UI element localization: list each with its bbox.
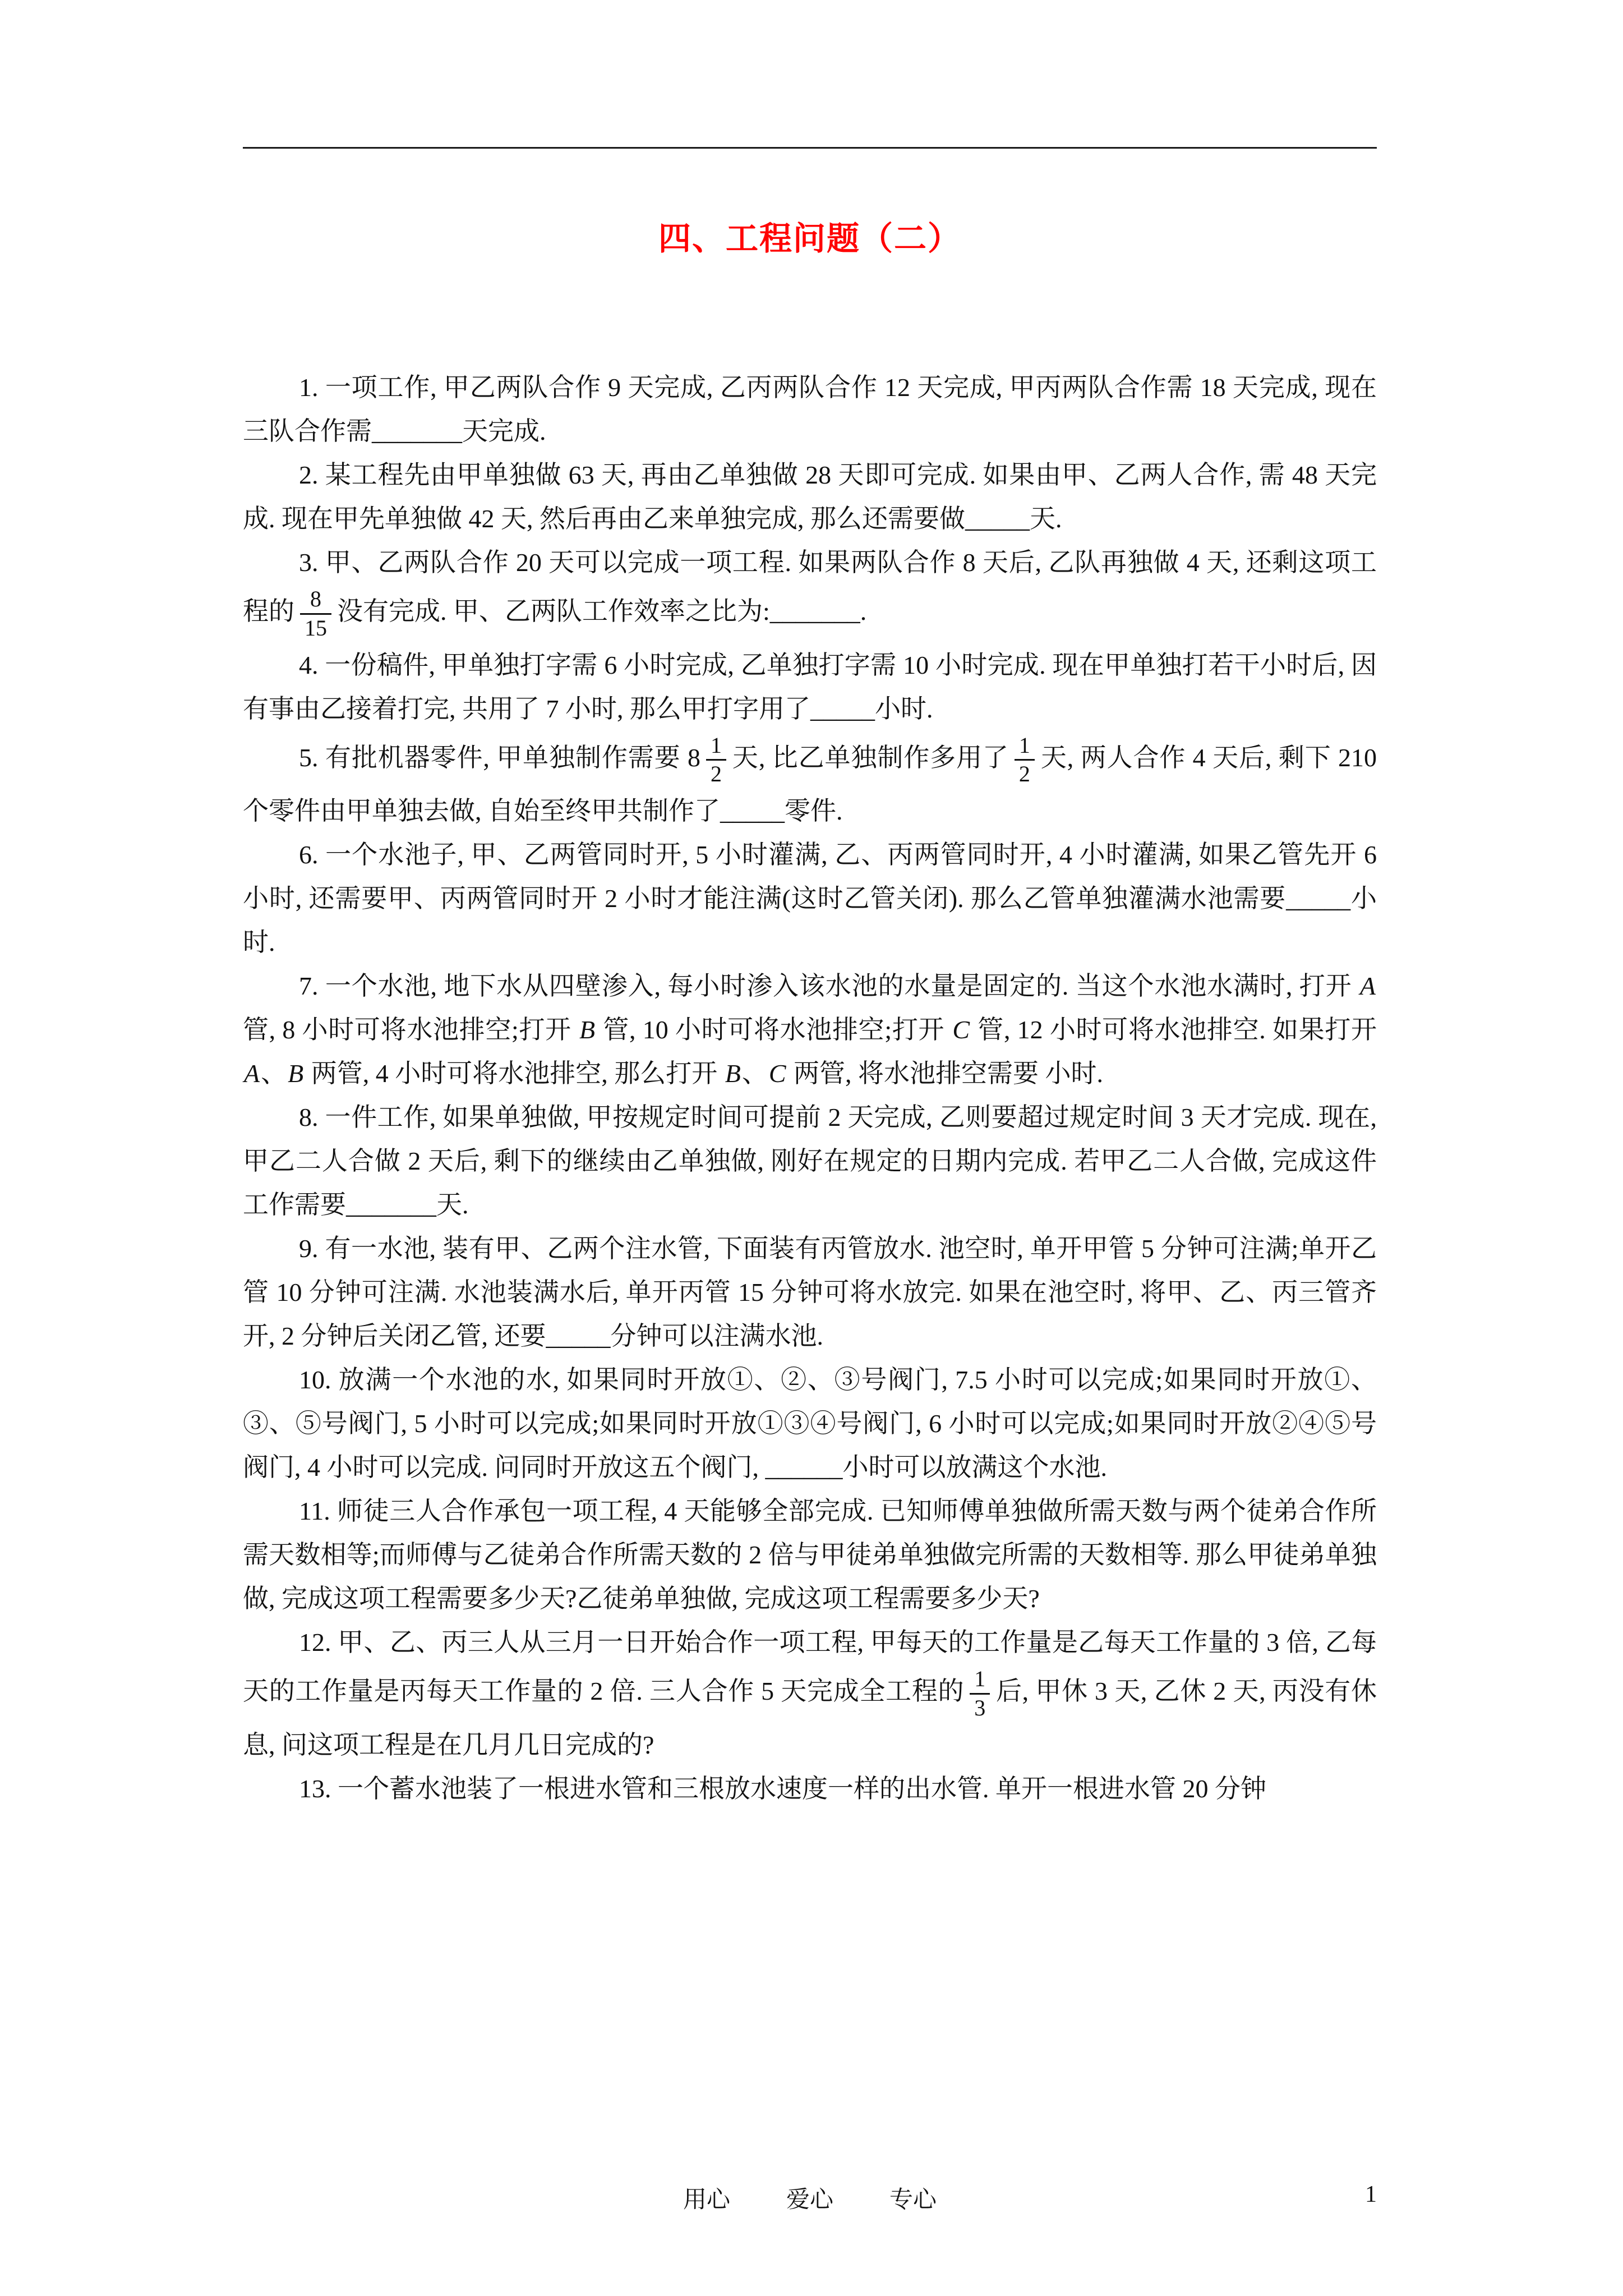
- fraction: [970, 1667, 990, 1721]
- problem-paragraph: 1. 一项工作, 甲乙两队合作 9 天完成, 乙丙两队合作 12 天完成, 甲丙两队合作需 18 天完成, 现在三队合作需_______天完成.: [243, 373, 1377, 445]
- math-variable: A: [1359, 972, 1376, 1001]
- page-title: 四、工程问题（二）: [658, 220, 961, 257]
- problem-paragraph: 4. 一份稿件, 甲单独打字需 6 小时完成, 乙单独打字需 10 小时完成. 现在甲单独打若干小时后, 因有事由乙接着打完, 共用了 7 小时, 那么甲打字用了_____小时.: [243, 650, 1377, 723]
- footer-word-1: 用心: [683, 2187, 730, 2213]
- math-variable: B: [288, 1059, 304, 1088]
- fraction: [706, 733, 726, 788]
- problem-paragraph: 9. 有一水池, 装有甲、乙两个注水管, 下面装有丙管放水. 池空时, 单开甲管 5 分钟可注满;单开乙管 10 分钟可注满. 水池装满水后, 单开丙管 15 分钟可将水放完. 如果在池空时, 将甲、乙、丙三管齐开, 2 分钟后关闭乙管, 还要_____分钟可以注满水池.: [243, 1234, 1377, 1351]
- fraction-denominator: 2: [711, 761, 722, 787]
- problem-paragraph: 5. 有批机器零件, 甲单独制作需要 8 $\frac{1}{2}$ 天, 比乙单独制作多用了 $\frac{1}{2}$ 天, 两人合作 4 天后, 剩下 210 个零件由甲单独去做, 自始至终甲共制作了_____零件.: [243, 732, 1377, 826]
- problems: [243, 366, 1377, 1811]
- math-variable: B: [579, 1015, 596, 1045]
- footer-motto: [243, 2181, 1377, 2215]
- fraction-denominator: 15: [305, 615, 327, 641]
- problem-paragraph: 7. 一个水池, 地下水从四壁渗入, 每小时渗入该水池的水量是固定的. 当这个水池水满时, 打开 A 管, 8 小时可将水池排空;打开 B 管, 10 小时可将水池排空;打开 C 管, 12 小时可将水池排空. 如果打开 A、B 两管, 4 小时可将水池排空, 那么打开 B、C 两管, 将水池排空需要 小时.: [243, 972, 1377, 1088]
- fraction-numerator: 1: [970, 1667, 990, 1695]
- page-number: 1: [1365, 2182, 1377, 2207]
- fraction-denominator: 3: [974, 1695, 986, 1720]
- page-footer: [243, 2181, 1377, 2215]
- footer-word-2: 爱心: [786, 2187, 833, 2213]
- problem-paragraph: 10. 放满一个水池的水, 如果同时开放①、②、③号阀门, 7.5 小时可以完成;如果同时开放①、③、⑤号阀门, 5 小时可以完成;如果同时开放①③④号阀门, 6 小时可以完成;如果同时开放②④⑤号阀门, 4 小时可以完成. 问同时开放这五个阀门, ______小时可以放满这个水池.: [243, 1365, 1377, 1482]
- math-variable: B: [725, 1059, 741, 1088]
- problem-paragraph: 12. 甲、乙、丙三人从三月一日开始合作一项工程, 甲每天的工作量是乙每天工作量的 3 倍, 乙每天的工作量是丙每天工作量的 2 倍. 三人合作 5 天完成全工程的 $\frac{1}{3}$ 后, 甲休 3 天, 乙休 2 天, 丙没有休息, 问这项工程是在几月几日完成的?: [243, 1628, 1377, 1759]
- fraction-denominator: 2: [1018, 761, 1030, 787]
- math-variable: A: [244, 1059, 260, 1088]
- fraction-numerator: 8: [300, 587, 331, 615]
- fraction: [1015, 733, 1035, 788]
- problem-paragraph: 11. 师徒三人合作承包一项工程, 4 天能够全部完成. 已知师傅单独做所需天数与两个徒弟合作所需天数相等;而师傅与乙徒弟合作所需天数的 2 倍与甲徒弟单独做完所需的天数相等. 那么甲徒弟单独做, 完成这项工程需要多少天?乙徒弟单独做, 完成这项工程需要多少天?: [243, 1497, 1377, 1613]
- header-rule: [243, 147, 1377, 149]
- fraction-numerator: 1: [706, 733, 726, 761]
- fraction: [300, 587, 331, 641]
- math-variable: C: [768, 1059, 786, 1088]
- problem-paragraph: 3. 甲、乙两队合作 20 天可以完成一项工程. 如果两队合作 8 天后, 乙队再独做 4 天, 还剩这项工程的 $\frac{8}{15}$ 没有完成. 甲、乙两队工作效率之比为:_______.: [243, 548, 1377, 641]
- fraction-numerator: 1: [1015, 733, 1035, 761]
- problem-paragraph: 2. 某工程先由甲单独做 63 天, 再由乙单独做 28 天即可完成. 如果由甲、乙两人合作, 需 48 天完成. 现在甲先单独做 42 天, 然后再由乙来单独完成, 那么还需要做_____天.: [243, 461, 1377, 533]
- problem-paragraph: 6. 一个水池子, 甲、乙两管同时开, 5 小时灌满, 乙、丙两管同时开, 4 小时灌满, 如果乙管先开 6 小时, 还需要甲、丙两管同时开 2 小时才能注满(这时乙管关闭). 那么乙管单独灌满水池需要_____小时.: [243, 840, 1377, 957]
- footer-word-3: 专心: [889, 2187, 937, 2213]
- problem-paragraph: 13. 一个蓄水池装了一根进水管和三根放水速度一样的出水管. 单开一根进水管 20 分钟: [299, 1774, 1266, 1803]
- math-variable: C: [952, 1015, 970, 1045]
- problem-paragraph: 8. 一件工作, 如果单独做, 甲按规定时间可提前 2 天完成, 乙则要超过规定时间 3 天才完成. 现在, 甲乙二人合做 2 天后, 剩下的继续由乙单独做, 刚好在规定的日期内完成. 若甲乙二人合做, 完成这件工作需要_______天.: [243, 1103, 1377, 1220]
